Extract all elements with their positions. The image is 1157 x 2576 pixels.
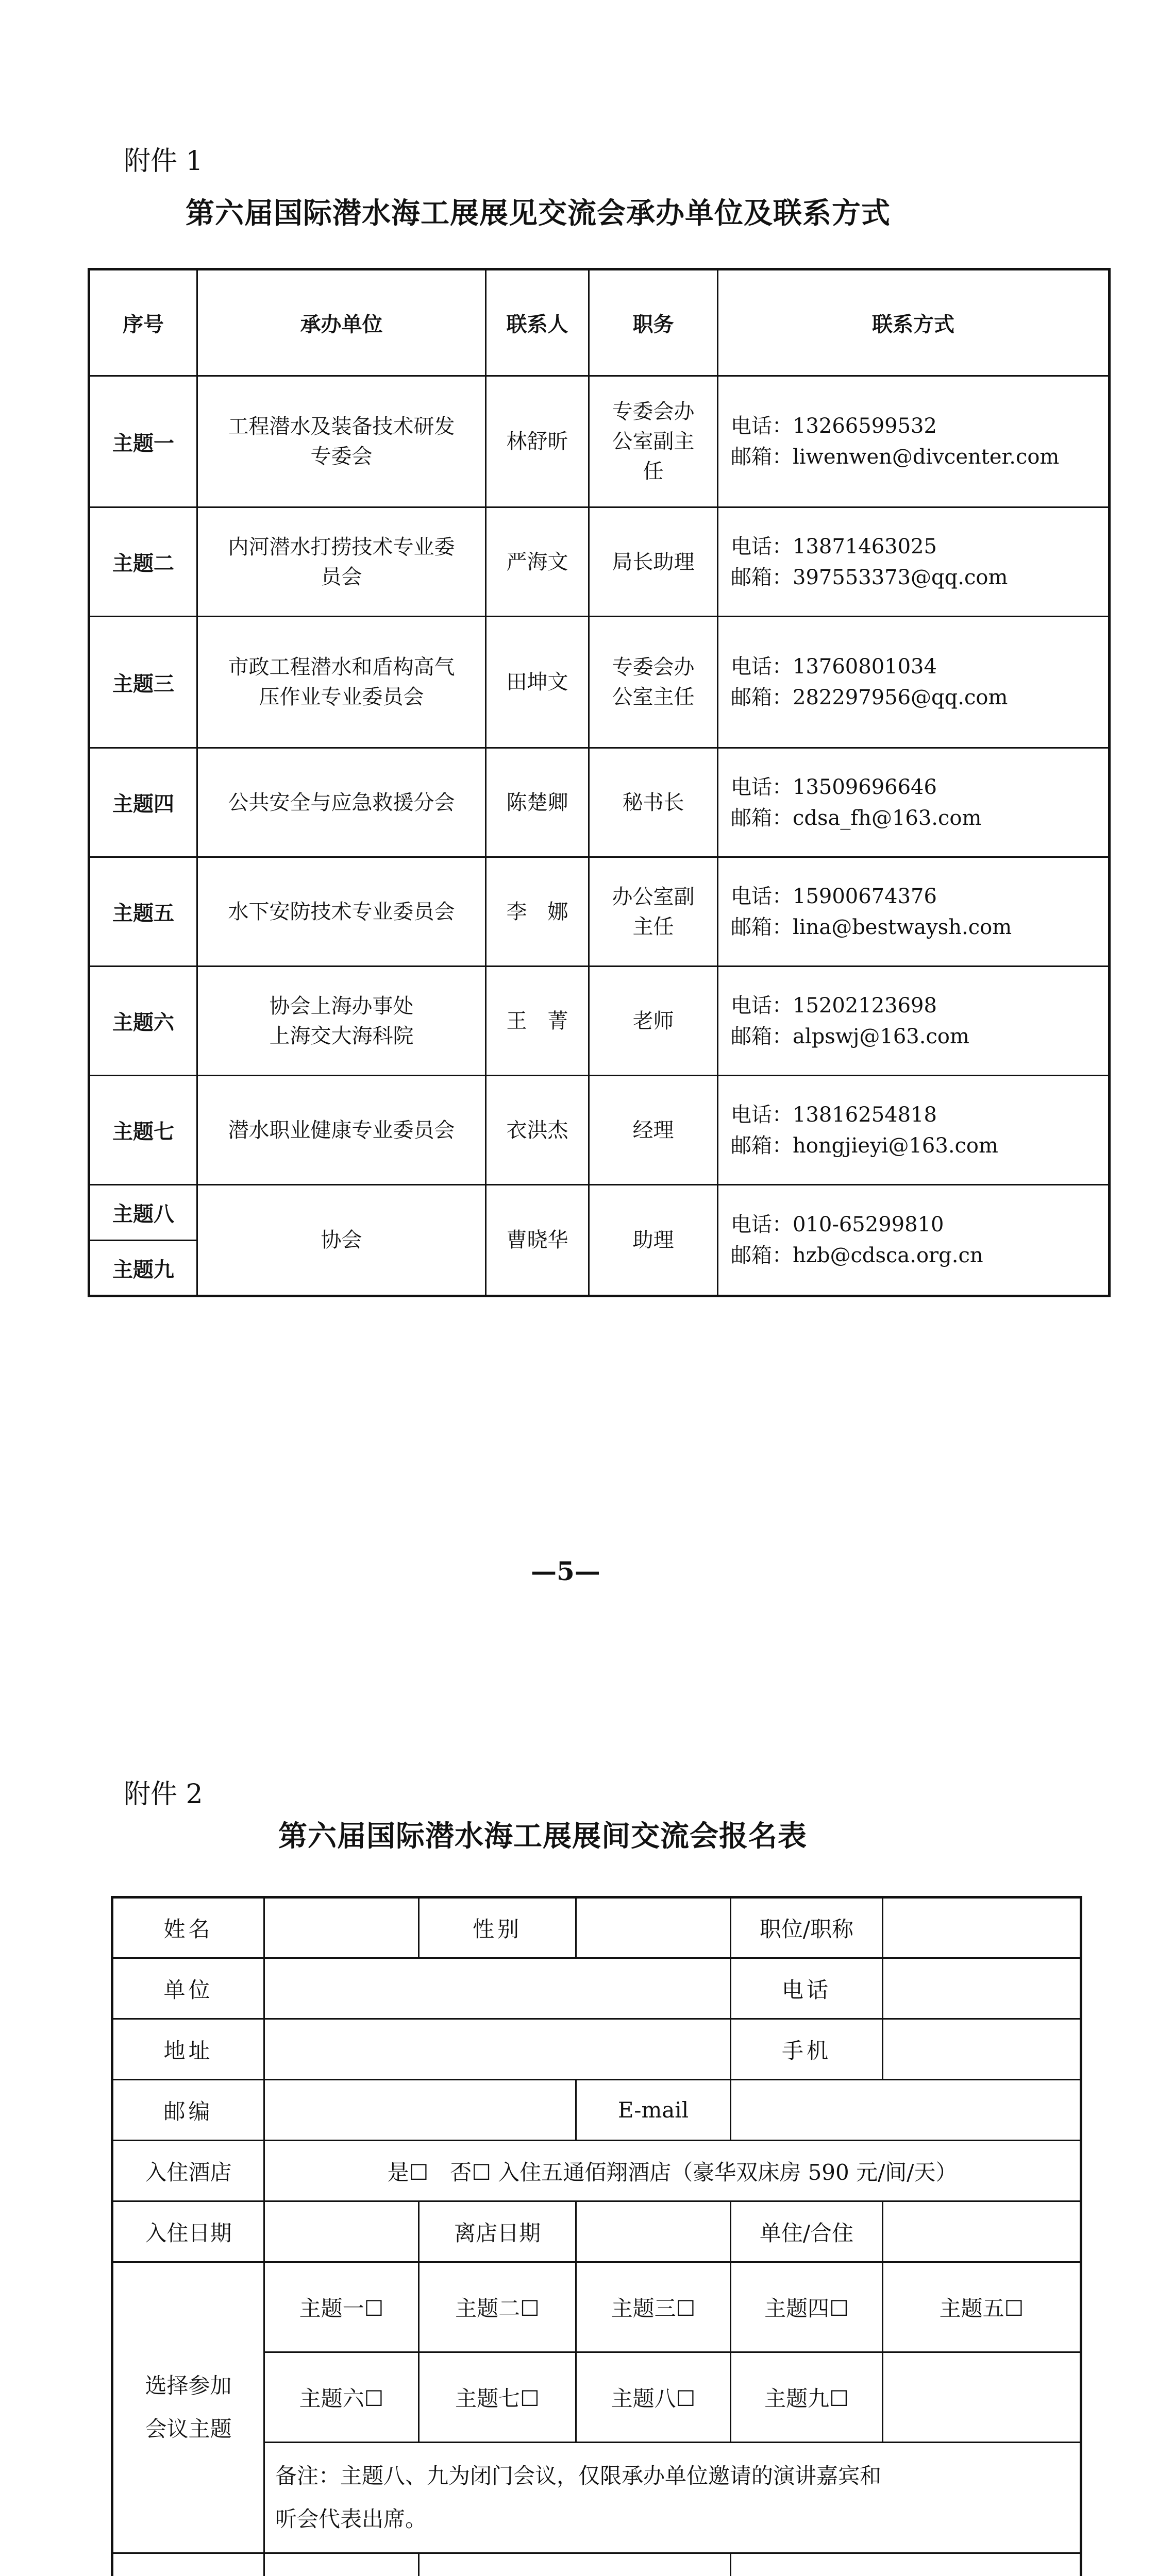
postcode-field[interactable]	[264, 2080, 576, 2141]
table-row	[89, 967, 1110, 1076]
topic-checkbox-8[interactable]: 主题八☐	[576, 2352, 731, 2443]
row-seq: 主题八	[89, 1185, 197, 1241]
table-row	[89, 617, 1110, 748]
row-seq: 主题四	[89, 748, 197, 857]
form-row	[112, 2080, 1081, 2141]
unit-field[interactable]	[264, 1958, 731, 2019]
row-unit: 水下安防技术专业委员会	[197, 857, 486, 967]
topic-checkbox-3[interactable]: 主题三☐	[576, 2262, 731, 2352]
attachment-label-2: 附件 2	[124, 1779, 203, 1810]
row-contact-info: 电话：13816254818 邮箱：hongjieyi@163.com	[718, 1076, 1110, 1185]
topic-checkbox-6[interactable]: 主题六☐	[264, 2352, 419, 2443]
speech-label	[112, 2553, 264, 2576]
page-title-1: 第六届国际潜水海工展展见交流会承办单位及联系方式	[186, 196, 891, 230]
mobile-label: 手机	[731, 2019, 883, 2080]
row-contact-name: 衣洪杰	[486, 1076, 589, 1185]
row-unit: 工程潜水及装备技术研发 专委会	[197, 376, 486, 507]
room-label: 单住/合住	[731, 2201, 883, 2262]
topic-checkbox-7[interactable]: 主题七☐	[419, 2352, 576, 2443]
row-contact-info: 电话：13509696646 邮箱：cdsa_fh@163.com	[718, 748, 1110, 857]
gender-label: 性别	[419, 1897, 576, 1958]
hotel-option[interactable]: 是☐ 否☐ 入住五通佰翔酒店（豪华双床房 590 元/间/天）	[264, 2141, 1081, 2201]
row-position: 局长助理	[589, 507, 718, 617]
row-contact-name: 王 菁	[486, 967, 589, 1076]
row-contact-info: 电话：15202123698 邮箱：alpswj@163.com	[718, 967, 1110, 1076]
row-unit: 潜水职业健康专业委员会	[197, 1076, 486, 1185]
topic-checkbox-5[interactable]: 主题五☐	[883, 2262, 1081, 2352]
row-contact-info: 电话：13871463025 邮箱：397553373@qq.com	[718, 507, 1110, 617]
form-row	[112, 2262, 1081, 2352]
page-title-2: 第六届国际潜水海工展展间交流会报名表	[278, 1819, 807, 1853]
is-speaking-label	[264, 2553, 419, 2576]
contact-table	[88, 268, 1111, 1297]
mobile-field[interactable]	[883, 2019, 1081, 2080]
checkout-field[interactable]	[576, 2201, 731, 2262]
registration-form	[111, 1896, 1082, 2576]
phone-field[interactable]	[883, 1958, 1081, 2019]
postcode-label: 邮编	[112, 2080, 264, 2141]
table-row	[89, 857, 1110, 967]
row-position: 助理	[589, 1185, 718, 1296]
table-header-row	[89, 269, 1110, 376]
row-contact-info: 电话：13266599532 邮箱：liwenwen@divcenter.com	[718, 376, 1110, 507]
gender-field[interactable]	[576, 1897, 731, 1958]
row-contact-name: 李 娜	[486, 857, 589, 967]
row-position: 办公室副 主任	[589, 857, 718, 967]
topic-empty-cell	[883, 2352, 1081, 2443]
row-position: 秘书长	[589, 748, 718, 857]
email-field[interactable]	[731, 2080, 1081, 2141]
hotel-label: 入住酒店	[112, 2141, 264, 2201]
address-field[interactable]	[264, 2019, 731, 2080]
form-row	[112, 2019, 1081, 2080]
job-title-label: 职位/职称	[731, 1897, 883, 1958]
room-field[interactable]	[883, 2201, 1081, 2262]
form-row	[112, 2553, 1081, 2576]
row-unit: 市政工程潜水和盾构高气 压作业专业委员会	[197, 617, 486, 748]
row-position: 专委会办 公室主任	[589, 617, 718, 748]
header-seq: 序号	[89, 269, 197, 376]
speaking-yes-checkbox[interactable]	[419, 2553, 731, 2576]
row-seq: 主题一	[89, 376, 197, 507]
address-label: 地址	[112, 2019, 264, 2080]
row-contact-info: 电话：010-65299810 邮箱：hzb@cdsca.org.cn	[718, 1185, 1110, 1296]
job-title-field[interactable]	[883, 1897, 1081, 1958]
topics-note: 备注：主题八、九为闭门会议，仅限承办单位邀请的演讲嘉宾和 听会代表出席。	[264, 2443, 1081, 2553]
row-unit: 公共安全与应急救援分会	[197, 748, 486, 857]
row-seq: 主题二	[89, 507, 197, 617]
topic-checkbox-2[interactable]: 主题二☐	[419, 2262, 576, 2352]
row-seq: 主题六	[89, 967, 197, 1076]
unit-label: 单位	[112, 1958, 264, 2019]
row-contact-name: 田坤文	[486, 617, 589, 748]
checkin-field[interactable]	[264, 2201, 419, 2262]
form-row	[112, 2141, 1081, 2201]
form-row	[112, 1897, 1081, 1958]
page-number-5: —5—	[531, 1556, 600, 1586]
row-contact-name: 曹晓华	[486, 1185, 589, 1296]
row-contact-info: 电话：13760801034 邮箱：282297956@qq.com	[718, 617, 1110, 748]
topic-checkbox-4[interactable]: 主题四☐	[731, 2262, 883, 2352]
table-row	[89, 748, 1110, 857]
row-unit: 协会	[197, 1185, 486, 1296]
row-unit: 内河潜水打捞技术专业委 员会	[197, 507, 486, 617]
name-field[interactable]	[264, 1897, 419, 1958]
form-row	[112, 1958, 1081, 2019]
table-row	[89, 1185, 1110, 1241]
row-contact-name: 严海文	[486, 507, 589, 617]
row-position: 老师	[589, 967, 718, 1076]
row-seq: 主题五	[89, 857, 197, 967]
row-seq: 主题九	[89, 1241, 197, 1296]
speaking-no-checkbox[interactable]	[731, 2553, 1081, 2576]
name-label: 姓名	[112, 1897, 264, 1958]
row-unit: 协会上海办事处 上海交大海科院	[197, 967, 486, 1076]
phone-label: 电话	[731, 1958, 883, 2019]
checkout-label: 离店日期	[419, 2201, 576, 2262]
attachment-label-1: 附件 1	[124, 146, 203, 177]
row-contact-name: 陈楚卿	[486, 748, 589, 857]
row-seq: 主题七	[89, 1076, 197, 1185]
topics-label: 选择参加 会议主题	[112, 2262, 264, 2553]
topic-checkbox-9[interactable]: 主题九☐	[731, 2352, 883, 2443]
header-unit: 承办单位	[197, 269, 486, 376]
header-contact-info: 联系方式	[718, 269, 1110, 376]
header-contact: 联系人	[486, 269, 589, 376]
email-label: E-mail	[576, 2080, 731, 2141]
topic-checkbox-1[interactable]: 主题一☐	[264, 2262, 419, 2352]
table-row	[89, 376, 1110, 507]
row-seq: 主题三	[89, 617, 197, 748]
row-contact-name: 林舒昕	[486, 376, 589, 507]
form-row	[112, 2201, 1081, 2262]
row-position: 经理	[589, 1076, 718, 1185]
table-row	[89, 507, 1110, 617]
row-contact-info: 电话：15900674376 邮箱：lina@bestwaysh.com	[718, 857, 1110, 967]
row-position: 专委会办 公室副主 任	[589, 376, 718, 507]
checkin-label: 入住日期	[112, 2201, 264, 2262]
table-row	[89, 1076, 1110, 1185]
header-position: 职务	[589, 269, 718, 376]
